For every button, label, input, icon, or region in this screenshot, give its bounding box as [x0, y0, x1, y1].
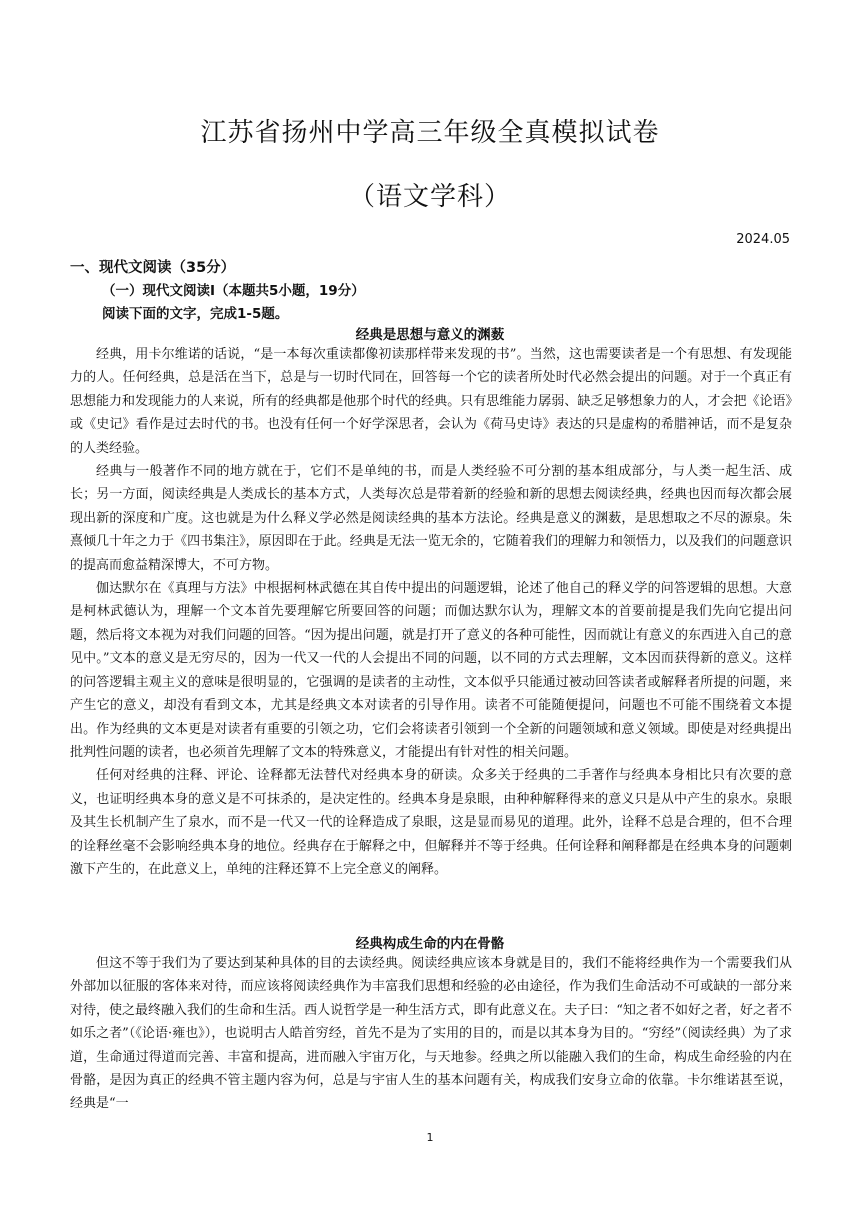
article-1-paragraph: 任何对经典的注释、评论、诠释都无法替代对经典本身的研读。众多关于经典的二手著作与经典本身相比只有次要的意义，也证明经典本身的意义是不可抹杀的，是决定性的。经典本身是泉眼，由种种解释得来的意义只是从中产生的泉水。泉眼及其生长机制产生了泉水，而不是一代又一代的诠释造成了泉眼，这是显而易见的道理。此外，诠释不总是合理的，但不合理的诠释丝毫不会影响经典本身的地位。经典存在于解释之中，但解释并不等于经典。任何诠释和阐释都是在经典本身的问题刺激下产生的，在此意义上，单纯的注释还算不上完全意义的阐释。	[70, 768, 792, 877]
exam-subtitle: （语文学科）	[348, 182, 511, 212]
page-number: 1	[426, 1131, 434, 1144]
section-subheading: （一）现代文阅读Ⅰ（本题共5小题，19分）	[102, 283, 365, 299]
article-1-body	[70, 343, 792, 881]
article-1-paragraph: 经典，用卡尔维诺的话说，“是一本每次重读都像初读那样带来发现的书”。当然，这也需要读者是一个有思想、有发现能力的人。任何经典，总是活在当下，总是与一切时代同在，回答每一个它的读者所处时代必然会提出的问题。对于一个真正有思想能力和发现能力的人来说，所有的经典都是他那个时代的经典。只有思维能力孱弱、缺乏足够想象力的人，才会把《论语》或《史记》看作是过去时代的书。也没有任何一个好学深思者，会认为《荷马史诗》表达的只是虚构的希腊神话，而不是复杂的人类经验。	[70, 347, 792, 456]
article-1-paragraph: 经典与一般著作不同的地方就在于，它们不是单纯的书，而是人类经验不可分割的基本组成部分，与人类一起生活、成长；另一方面，阅读经典是人类成长的基本方式，人类每次总是带着新的经验和新的思想去阅读经典，经典也因而每次都会展现出新的深度和广度。这也就是为什么释义学必然是阅读经典的基本方法论。经典是意义的渊薮，是思想取之不尽的源泉。朱熹倾几十年之力于《四书集注》，原因即在于此。经典是无法一览无余的，它随着我们的理解力和领悟力，以及我们的问题意识的提高而愈益精深博大，不可方物。	[70, 464, 792, 573]
exam-date: 2024.05	[736, 232, 790, 247]
reading-instruction: 阅读下面的文字，完成1-5题。	[102, 306, 289, 322]
section-heading: 一、现代文阅读（35分）	[70, 260, 236, 276]
article-2-title: 经典构成生命的内在骨骼	[355, 936, 505, 952]
article-2-body	[70, 952, 792, 1116]
article-2-paragraph: 但这不等于我们为了要达到某种具体的目的去读经典。阅读经典应该本身就是目的，我们不能将经典作为一个需要我们从外部加以征服的客体来对待，而应该将阅读经典作为丰富我们思想和经验的必由途径，作为我们生命活动不可或缺的一部分来对待，使之最终融入我们的生命和生活。西人说哲学是一种生活方式，即有此意义在。夫子曰：“知之者不如好之者，好之者不如乐之者”（《论语·雍也》），也说明古人皓首穷经，首先不是为了实用的目的，而是以其本身为目的。“穷经”（阅读经典）为了求道，生命通过得道而完善、丰富和提高，进而融入宇宙万化，与天地参。经典之所以能融入我们的生命，构成生命经验的内在骨骼，是因为真正的经典不管主题内容为何，总是与宇宙人生的基本问题有关，构成我们安身立命的依靠。卡尔维诺甚至说，经典是“一	[70, 956, 792, 1112]
exam-title: 江苏省扬州中学高三年级全真模拟试卷	[200, 118, 660, 148]
article-1-paragraph: 伽达默尔在《真理与方法》中根据柯林武德在其自传中提出的问题逻辑，论述了他自己的释义学的问答逻辑的思想。大意是柯林武德认为，理解一个文本首先要理解它所要回答的问题；而伽达默尔认为，理解文本的首要前提是我们先向它提出问题，然后将文本视为对我们问题的回答。“因为提出问题，就是打开了意义的各种可能性，因而就让有意义的东西进入自己的意见中。”文本的意义是无穷尽的，因为一代又一代的人会提出不同的问题，以不同的方式去理解，文本因而获得新的意义。这样的问答逻辑主观主义的意味是很明显的，它强调的是读者的主动性，文本似乎只能通过被动回答读者或解释者所提的问题，来产生它的意义，却没有看到文本，尤其是经典文本对读者的引导作用。读者不可能随便提问，问题也不可能不围绕着文本提出。作为经典的文本更是对读者有重要的引领之功，它们会将读者引领到一个全新的问题领域和意义领域。即使是对经典提出批判性问题的读者，也必须首先理解了文本的特殊意义，才能提出有针对性的相关问题。	[70, 581, 792, 760]
article-1-title: 经典是思想与意义的渊薮	[355, 327, 505, 343]
